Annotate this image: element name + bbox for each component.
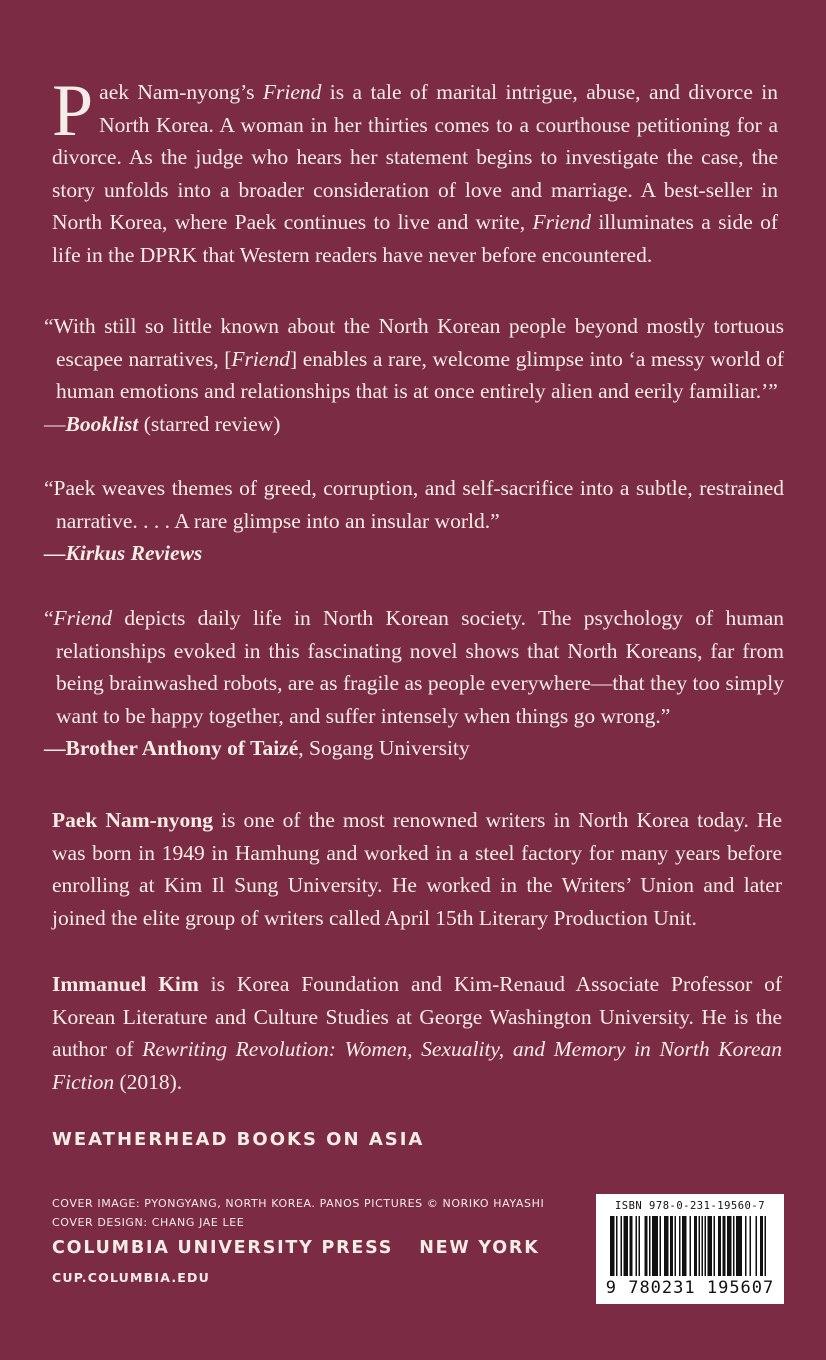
series-name: WEATHERHEAD BOOKS ON ASIA (52, 1129, 425, 1150)
cover-design-credit: COVER DESIGN: CHANG JAE LEE (52, 1216, 245, 1229)
quote-source: Booklist (65, 411, 139, 436)
book-title: Friend (262, 80, 322, 104)
barcode-bar (699, 1216, 701, 1276)
author-bio (52, 804, 782, 934)
blurb-text: is a tale of marital intrigue, abuse, and divorce in North Korea. A woman in her thirties comes to a courthouse petitioning for a divorce. As the judge who hears her statement begins to investigate the case, the story unfolds into a broader consideration of love and marriage. A best-seller in North Korea, where Paek continues to live and write, (52, 80, 778, 234)
translator-bio (52, 968, 782, 1098)
barcode-bar (694, 1216, 697, 1276)
source-affiliation: , Sogang University (298, 736, 470, 760)
cover-credits (52, 1194, 544, 1232)
bio-year: (2018). (114, 1069, 183, 1094)
barcode-bar (756, 1216, 758, 1276)
barcode-bar (718, 1216, 721, 1276)
quote-text: ] enables a rare, welcome glimpse into ‘a messy world of human emotions and relationships that is at once entirely alien and eerily familiar.’” (56, 346, 784, 403)
barcode-bar (679, 1216, 681, 1276)
barcode-bar (652, 1216, 658, 1276)
barcode-bar (690, 1216, 692, 1276)
barcode-bar (765, 1216, 767, 1276)
isbn-label: ISBN 978-0-231-19560-7 (614, 1200, 766, 1212)
barcode-bar (723, 1216, 726, 1276)
translator-book-title: Rewriting Revolution: Women, Sexuality, and Memory in North Korean Fiction (52, 1037, 783, 1094)
drop-cap: P (52, 70, 94, 152)
barcode-bar (621, 1216, 623, 1276)
barcode-bar (760, 1216, 763, 1276)
cover-image-credit: COVER IMAGE: PYONGYANG, NORTH KOREA. PANOS PICTURES © NORIKO HAYASHI (52, 1197, 545, 1210)
description-paragraph (52, 70, 778, 271)
barcode-bar (616, 1216, 618, 1276)
bio-text: is Korea Foundation and Kim-Renaud Associate Professor of Korean Literature and Culture Studies at George Washington University. He is the author of (52, 972, 782, 1061)
quote-text: “Paek weaves themes of greed, corruption, and self-sacrifice into a subtle, restrained narrative. . . . A rare glimpse into an insular world.” (44, 476, 784, 533)
bio-text: is one of the most renowned writers in North Korea today. He was born in 1949 in Hamhung and worked in a steel factory for many years before enrolling at Kim Il Sung University. He worked in the Writers’ Union and later joined the elite group of writers called April 15th Literary Production Unit. (52, 808, 782, 930)
publisher-name: COLUMBIA UNIVERSITY PRESS (52, 1238, 394, 1258)
barcode-bar (750, 1216, 752, 1276)
barcode-bar (660, 1216, 662, 1276)
review-quote-booklist (44, 310, 784, 440)
barcode-bar (670, 1216, 673, 1276)
barcode-bar (610, 1216, 615, 1276)
barcode-bar (708, 1216, 713, 1276)
barcode-bars (610, 1216, 770, 1278)
barcode-bar (639, 1216, 641, 1276)
barcode-bar (702, 1216, 704, 1276)
barcode-bar (727, 1216, 732, 1276)
barcode-bar (714, 1216, 716, 1276)
barcode-bar (745, 1216, 747, 1276)
review-quote-brother-anthony (44, 602, 784, 765)
barcode-bar (705, 1216, 707, 1276)
translator-name: Immanuel Kim (52, 972, 199, 996)
barcode-bar (649, 1216, 651, 1276)
review-quote-kirkus (44, 472, 784, 570)
barcode-bar (736, 1216, 742, 1276)
attribution-dash: — (44, 411, 66, 436)
publisher-line (52, 1238, 540, 1258)
barcode-bar (624, 1216, 629, 1276)
quote-source: —Kirkus Reviews (44, 541, 203, 565)
book-title: Friend (231, 346, 290, 371)
quote-text: depicts daily life in North Korean society. The psychology of human relationships evoked in this fascinating novel shows that North Koreans, far from being brainwashed robots, are as fragile as people everywhere—that they too simply want to be happy together, and suffer intensely when things go wrong.” (56, 606, 784, 728)
barcode-bar (645, 1216, 648, 1276)
barcode-bar (675, 1216, 677, 1276)
barcode-bar (664, 1216, 669, 1276)
publisher-url: CUP.COLUMBIA.EDU (52, 1270, 210, 1285)
book-title: Friend (53, 606, 113, 630)
quote-text: “With still so little known about the North Korean people beyond mostly tortuous escapee narratives, [ (44, 314, 784, 371)
quote-source: —Brother Anthony of Taizé (44, 736, 299, 760)
barcode-bar (733, 1216, 735, 1276)
publisher-city: NEW YORK (419, 1238, 540, 1258)
book-title: Friend (532, 210, 591, 234)
isbn-barcode (596, 1194, 784, 1304)
quote-open: “ (44, 606, 54, 630)
barcode-bar (682, 1216, 687, 1276)
barcode-bar (636, 1216, 638, 1276)
barcode-bar (630, 1216, 633, 1276)
blurb-text: aek Nam-nyong’s (99, 80, 263, 104)
author-name: Paek Nam-nyong (52, 808, 213, 832)
blurb-text: illuminates a side of life in the DPRK that Western readers have never before encountered. (52, 210, 778, 267)
barcode-digits: 9 780231 195607 (605, 1278, 775, 1298)
source-note: (starred review) (138, 411, 281, 436)
